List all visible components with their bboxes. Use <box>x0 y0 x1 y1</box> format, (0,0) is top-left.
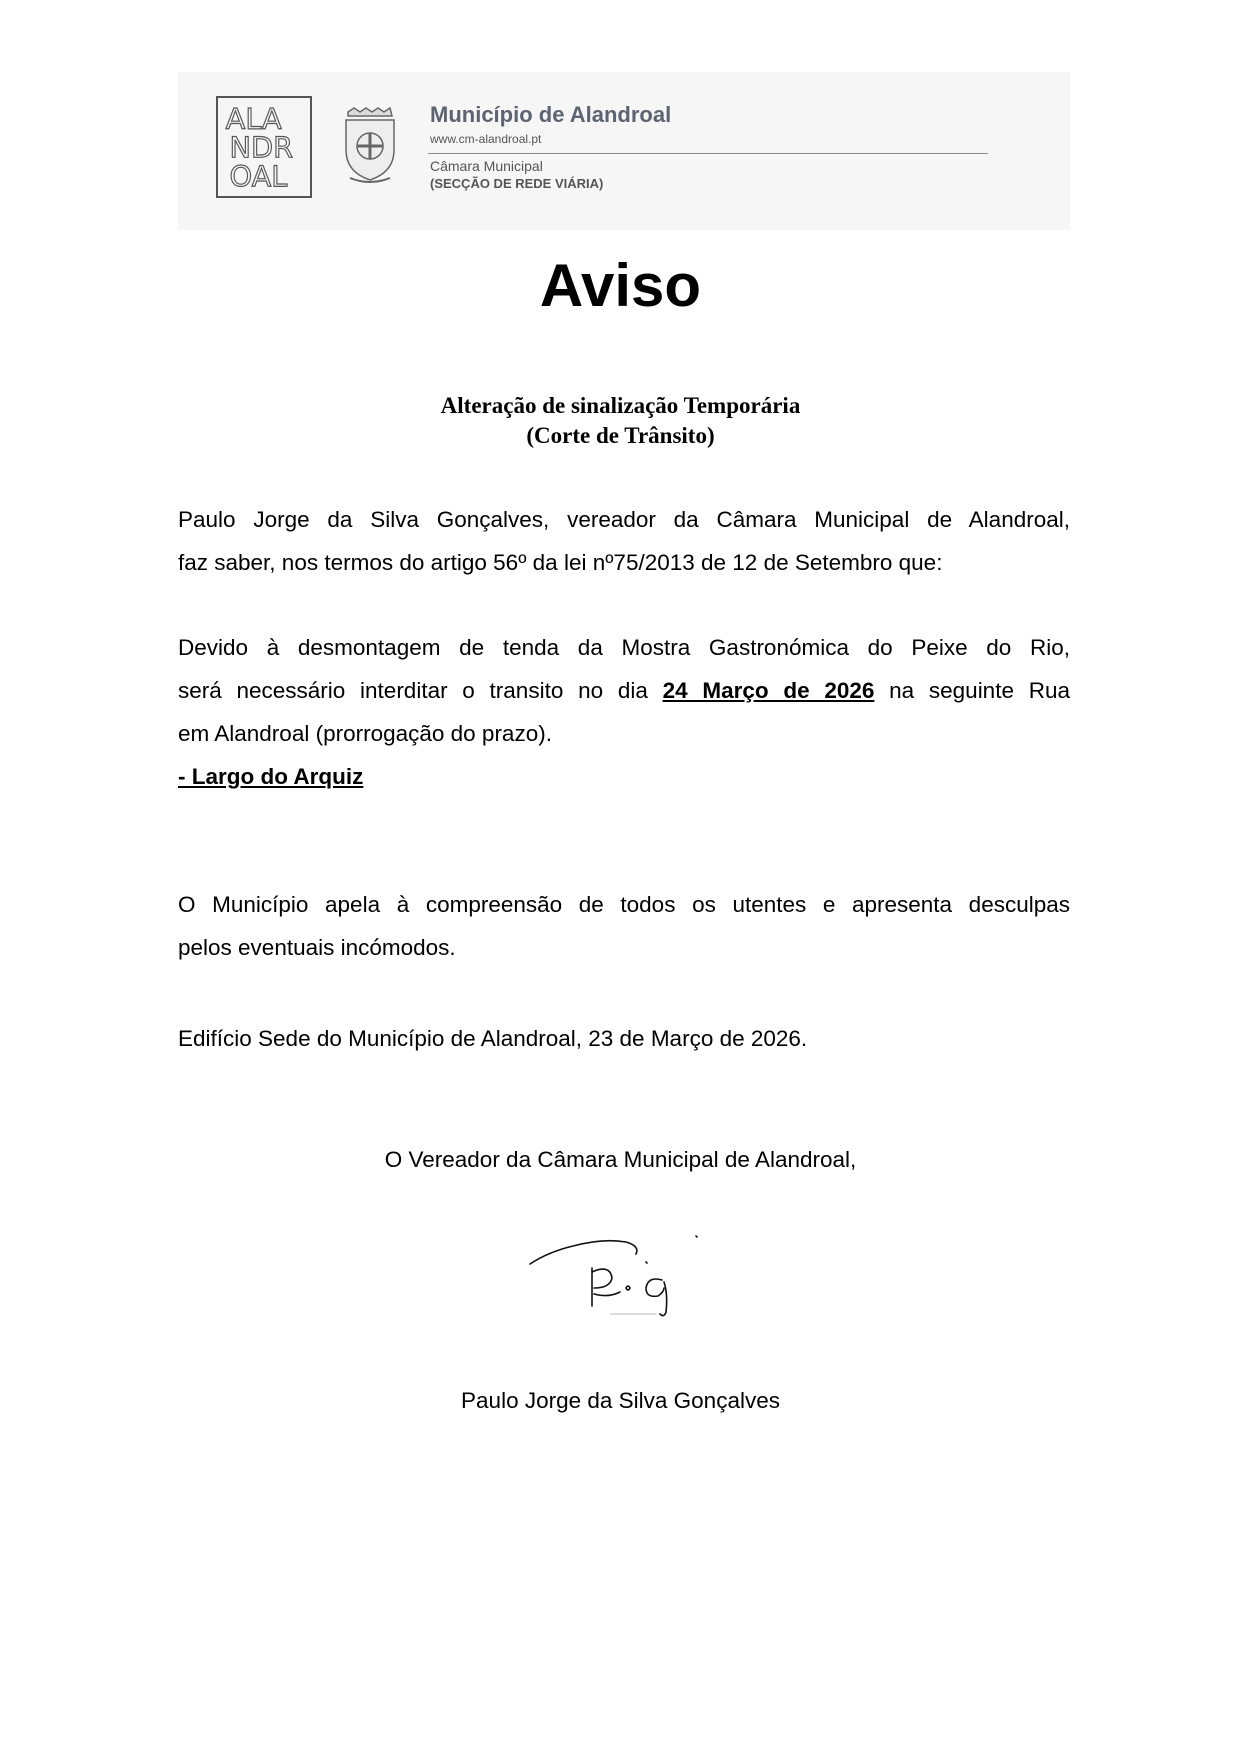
svg-text:OAL: OAL <box>229 159 288 194</box>
intro-line-1: Paulo Jorge da Silva Gonçalves, vereador da Câmara Municipal de Alandroal, <box>178 507 1070 532</box>
coat-of-arms-icon <box>340 106 400 186</box>
intro-line-2: faz saber, nos termos do artigo 56º da lei nº75/2013 de 12 de Setembro que: <box>178 550 943 575</box>
letterhead <box>178 72 1070 230</box>
closure-line-3: em Alandroal (prorrogação do prazo). <box>178 721 552 746</box>
closure-line-2-end: na seguinte Rua <box>889 678 1070 703</box>
apology-paragraph <box>178 883 1070 969</box>
signer-name: Paulo Jorge da Silva Gonçalves <box>461 1388 780 1413</box>
svg-text:NDR: NDR <box>229 130 294 165</box>
section-name: (SECÇÃO DE REDE VIÁRIA) <box>430 176 604 191</box>
subtitle-line-1: Alteração de sinalização Temporária <box>440 393 801 418</box>
closure-paragraph <box>178 626 1070 798</box>
handwritten-signature <box>528 1232 710 1332</box>
alandroal-logo-icon <box>218 98 310 196</box>
alandroal-logo <box>216 96 312 198</box>
closure-line-1: Devido à desmontagem de tenda da Mostra Gastronómica do Peixe do Rio, <box>178 635 1070 660</box>
letterhead-divider <box>428 153 988 154</box>
svg-text:ALA: ALA <box>225 101 282 136</box>
closure-line-2-start: será necessário interditar o transito no dia <box>178 678 648 703</box>
notice-title: Aviso <box>539 252 702 319</box>
closure-date: 24 Março de 2026 <box>662 678 875 703</box>
subtitle-line-2: (Corte de Trânsito) <box>526 423 715 448</box>
street-name: - Largo do Arquiz <box>178 764 364 789</box>
department-name: Câmara Municipal <box>430 158 543 174</box>
signature-icon <box>528 1232 710 1332</box>
closure-line-2 <box>178 669 1070 712</box>
municipality-name: Município de Alandroal <box>430 102 672 127</box>
closing-line: O Vereador da Câmara Municipal de Alandroal, <box>384 1147 857 1172</box>
municipality-url: www.cm-alandroal.pt <box>430 132 542 146</box>
place-date <box>178 1017 1070 1060</box>
municipal-crest <box>340 106 400 186</box>
apology-line-2: pelos eventuais incómodos. <box>178 935 456 960</box>
apology-line-1: O Município apela à compreensão de todos os utentes e apresenta desculpas <box>178 892 1070 917</box>
place-date-text: Edifício Sede do Município de Alandroal, 23 de Março de 2026. <box>178 1026 808 1051</box>
notice-subtitle <box>0 391 1241 451</box>
intro-paragraph <box>178 498 1070 584</box>
